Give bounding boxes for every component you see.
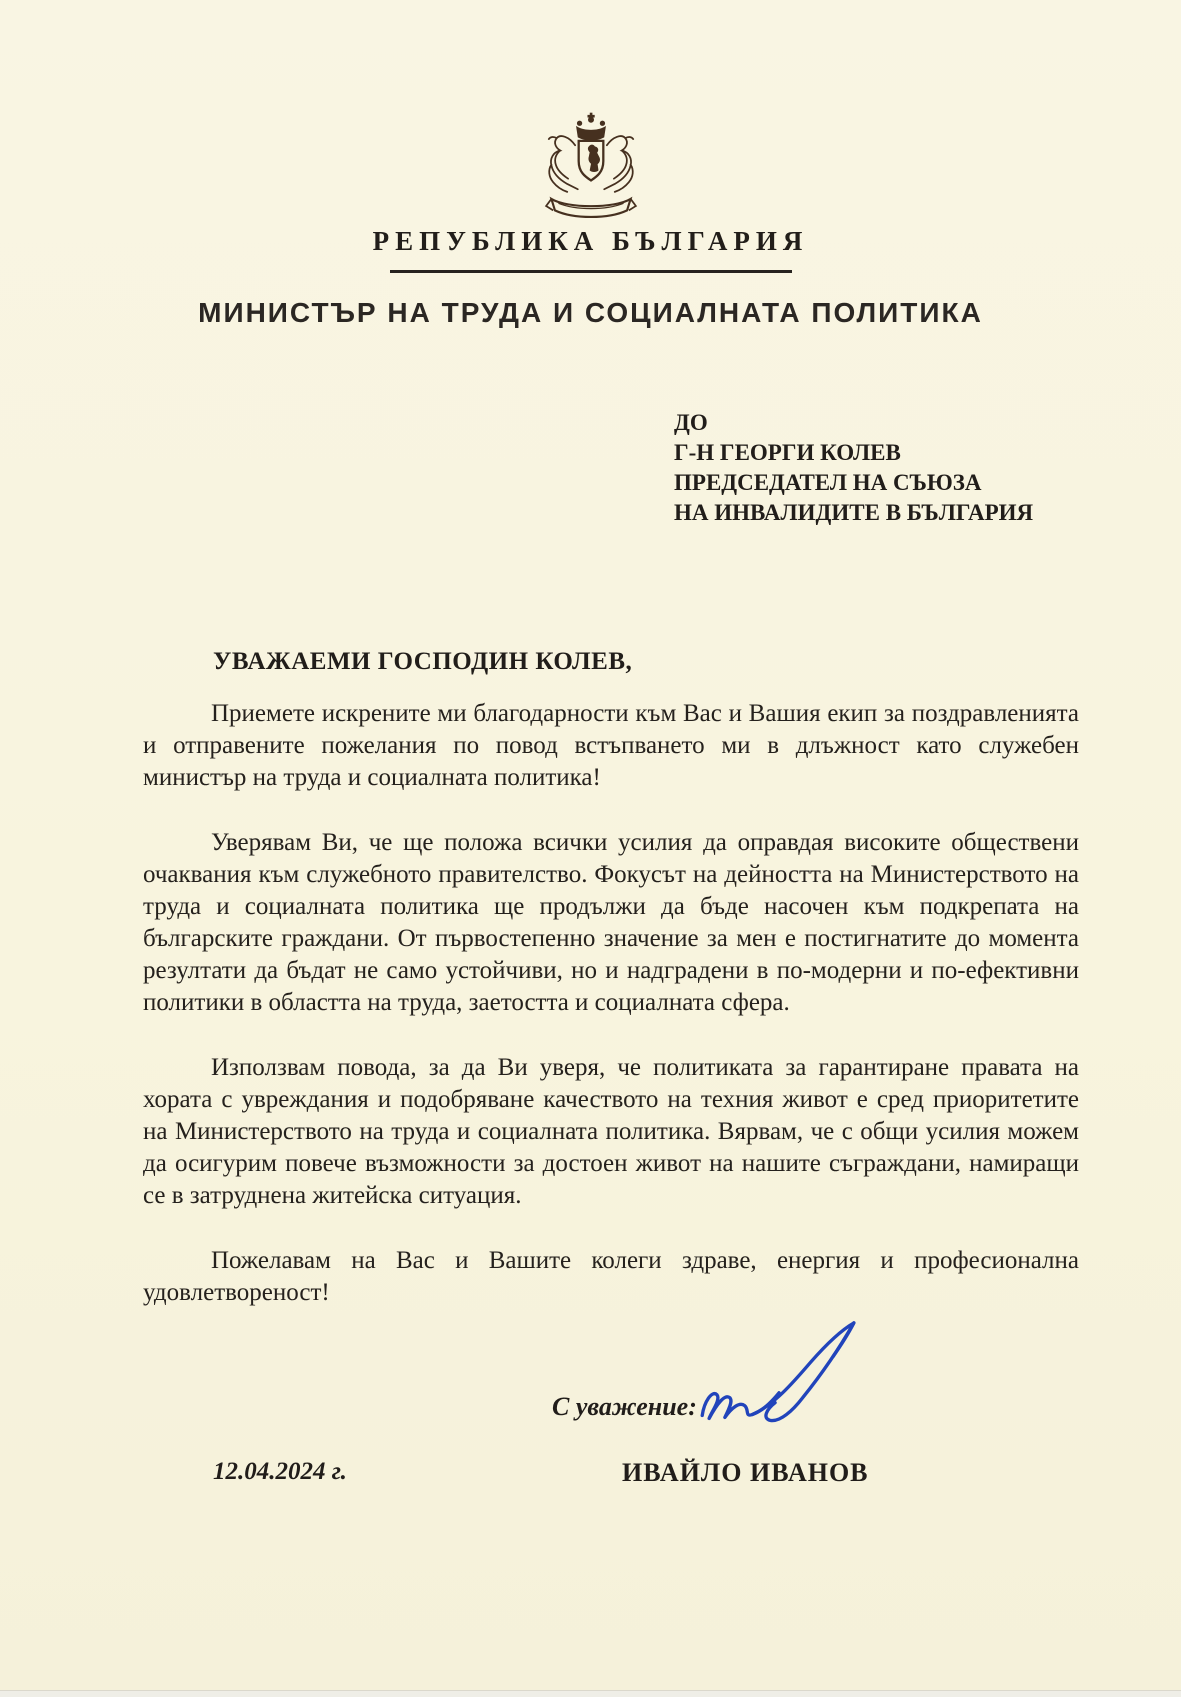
letter-body — [143, 698, 1079, 1342]
closing-label: С уважение: — [552, 1392, 697, 1421]
ministry-title: МИНИСТЪР НА ТРУДА И СОЦИАЛНАТА ПОЛИТИКА — [198, 297, 983, 328]
paragraph-4: Пожелавам на Вас и Вашите колеги здраве, енергия и професионална удовлетвореност! — [143, 1247, 1079, 1306]
recipient-line-to: ДО — [674, 410, 708, 435]
recipient-line-title-2: НА ИНВАЛИДИТЕ В БЪЛГАРИЯ — [674, 500, 1034, 525]
republic-title: РЕПУБЛИКА БЪЛГАРИЯ — [372, 226, 809, 256]
paragraph-2: Уверявам Ви, че ще положа всички усилия да оправдая високите обществени очаквания към служебното правителство. Фокусът на дейността на Министерството на труда и социалната политика ще продължи да бъде насочен към подкрепата на българските граждани. От първостепенно значение за мен е постигнатите до момента резултати да бъдат не само устойчиви, но и надградени в по-модерни и по-ефективни политики в областта на труда, заетостта и социалната сфера. — [143, 829, 1079, 1016]
paragraph-1: Приемете искрените ми благодарности към Вас и Вашия екип за поздравленията и отправените пожелания по повод встъпването ми в длъжност като служебен министър на труда и социалната политика! — [143, 700, 1079, 791]
republic-underline — [390, 270, 792, 273]
scan-bottom-edge — [0, 1690, 1181, 1697]
recipient-line-title-1: ПРЕДСЕДАТЕЛ НА СЪЮЗА — [674, 470, 982, 495]
recipient-block — [674, 408, 1033, 528]
letter-date: 12.04.2024 г. — [213, 1458, 347, 1485]
paragraph-3: Използвам повода, за да Ви уверя, че политиката за гарантиране правата на хората с увреждания и подобряване качеството на техния живот е сред приоритетите на Министерството на труда и социалната политика. Вярвам, че с общи усилия можем да осигурим повече възможности за достоен живот на нашите съграждани, намиращи се в затруднена житейска ситуация. — [143, 1054, 1079, 1209]
handwritten-signature-icon — [692, 1316, 870, 1449]
recipient-line-name: Г-Н ГЕОРГИ КОЛЕВ — [674, 440, 901, 465]
bulgarian-coat-of-arms-icon — [525, 110, 657, 233]
salutation: УВАЖАЕМИ ГОСПОДИН КОЛЕВ, — [213, 648, 633, 675]
signatory-name: ИВАЙЛО ИВАНОВ — [622, 1458, 869, 1487]
